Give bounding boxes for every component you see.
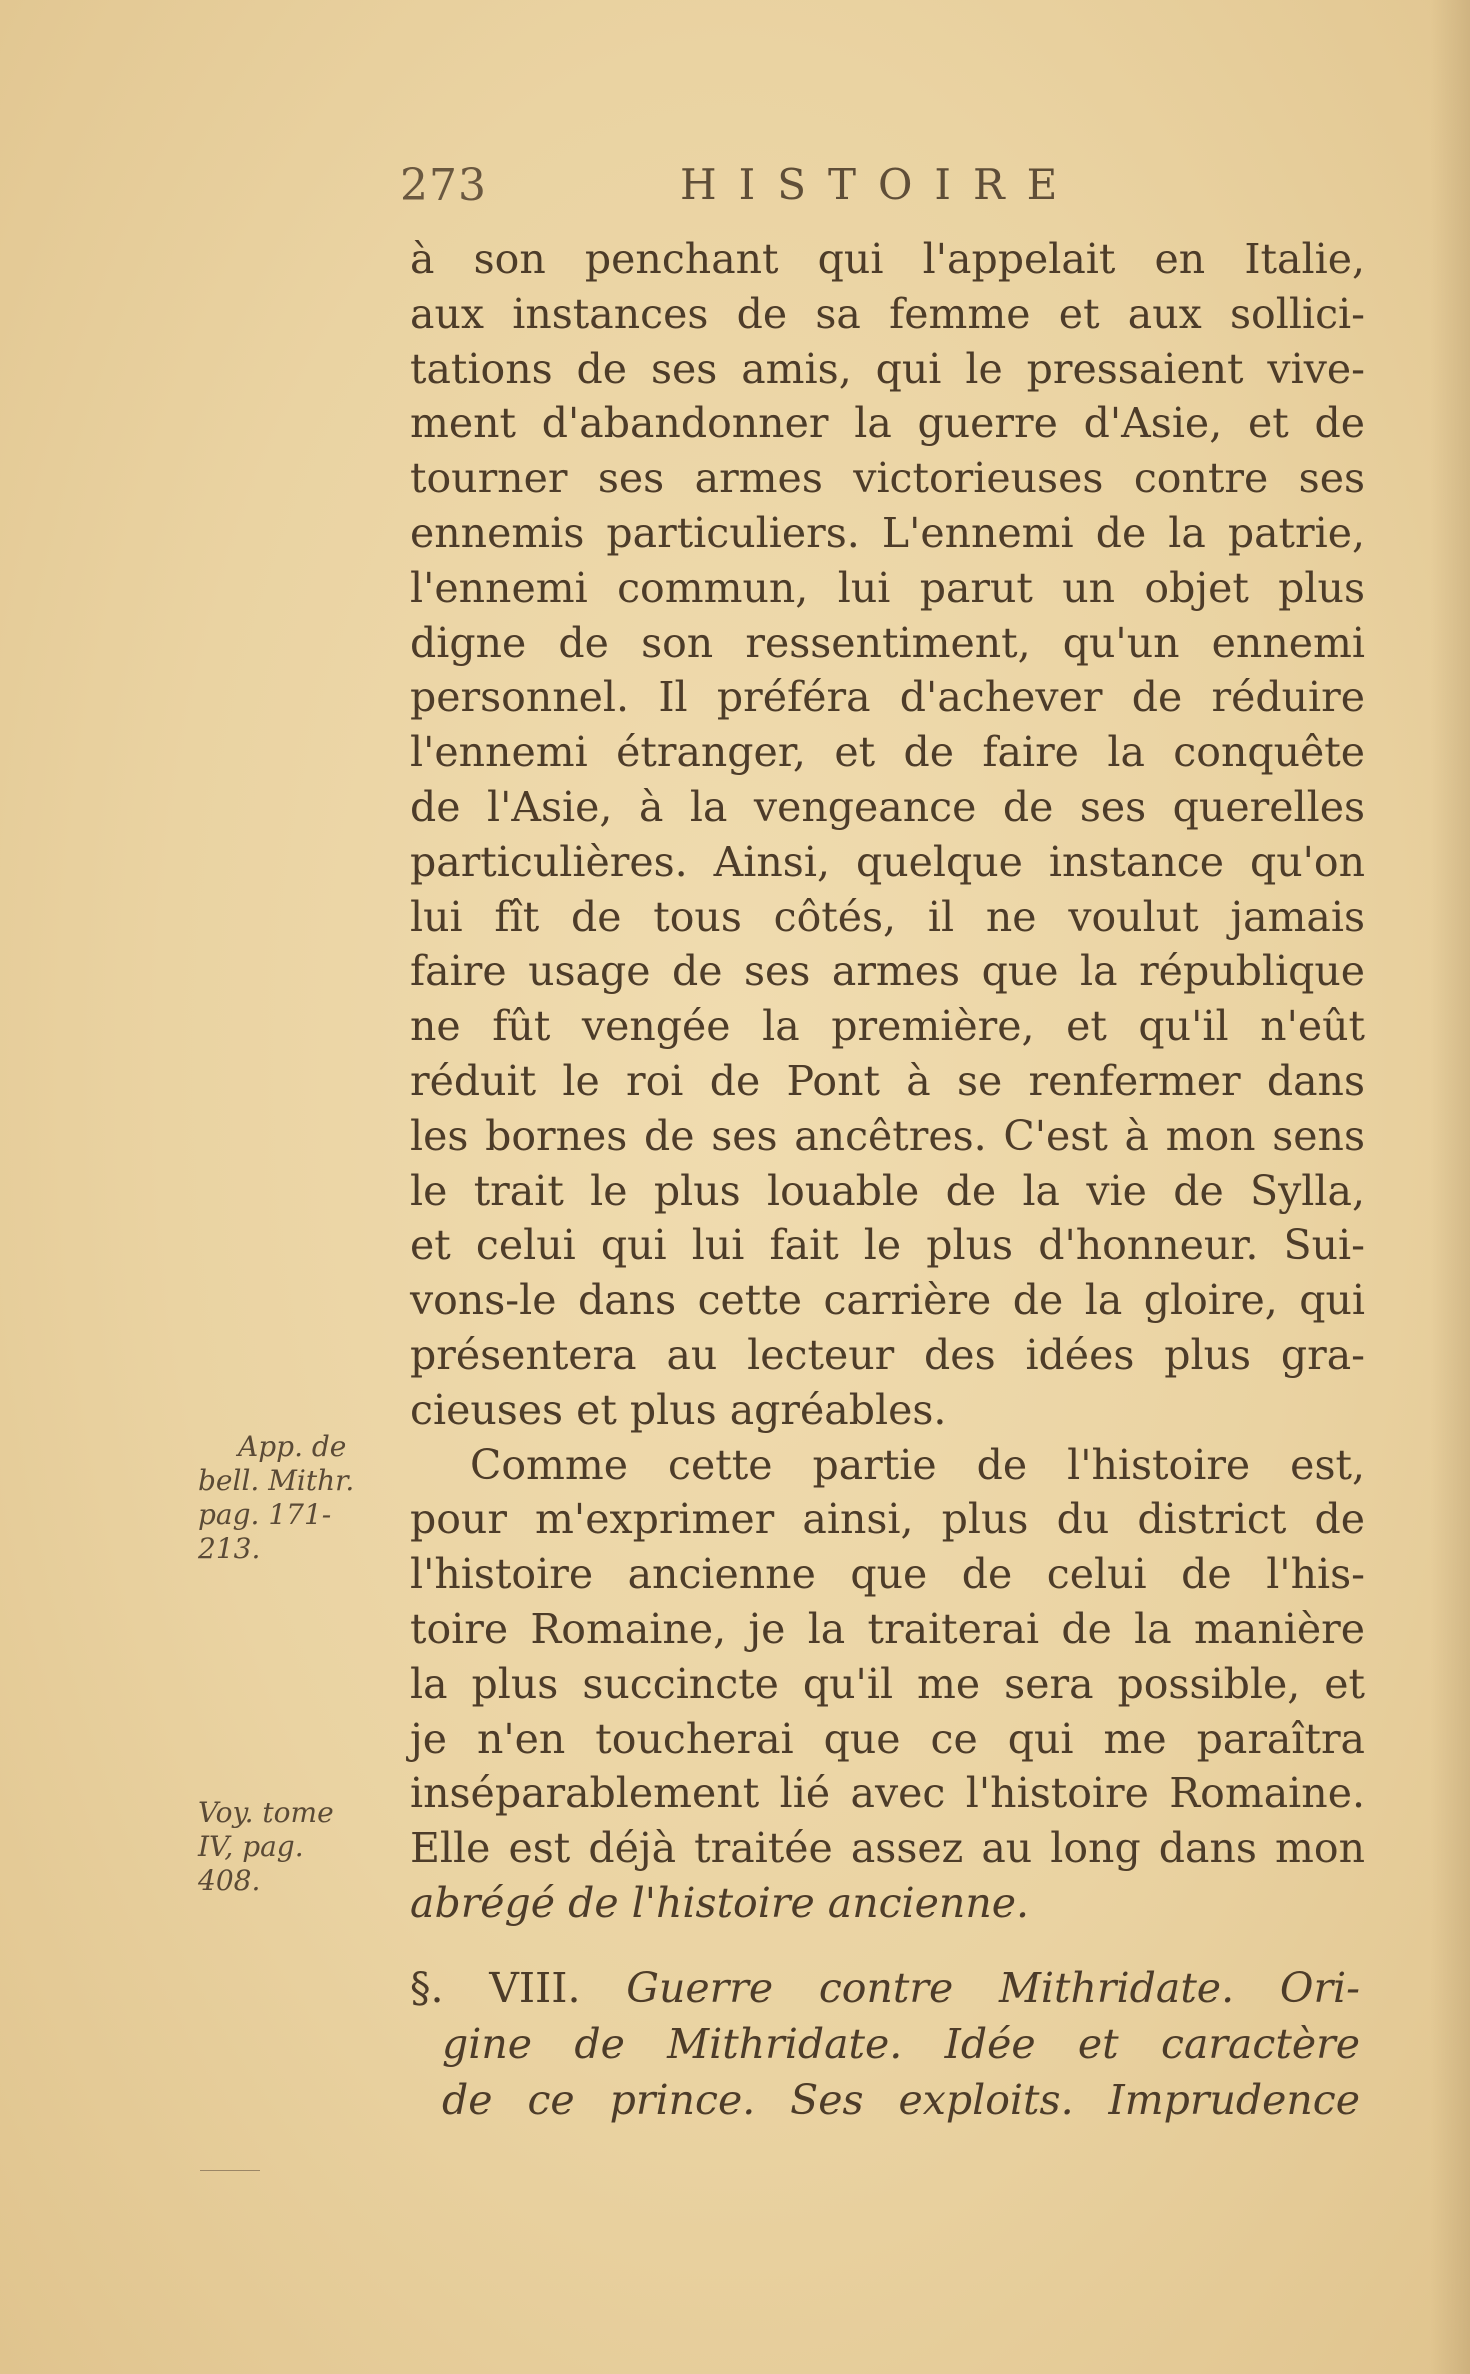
section-heading	[410, 1960, 1360, 2128]
section-title-part: de ce prince. Ses exploits. Imprudence	[442, 2076, 1360, 2124]
page-header	[400, 160, 1120, 220]
text-line: la plus succincte qu'il me sera possible, et	[410, 1659, 1365, 1708]
text-line: inséparablement lié avec l'histoire Romaine.	[410, 1769, 1365, 1818]
text-line: ne fût vengée la première, et qu'il n'eût	[410, 1002, 1365, 1051]
text-line: lui fît de tous côtés, il ne voulut jamais	[410, 892, 1365, 941]
section-title-part: gine de Mithridate. Idée et caractère	[442, 2020, 1360, 2068]
margin-note-voy	[198, 1796, 334, 1898]
text-line: tations de ses amis, qui le pressaient vive-	[410, 344, 1365, 393]
text-line: les bornes de ses ancêtres. C'est à mon sens	[410, 1111, 1365, 1160]
text-line: particulières. Ainsi, quelque instance qu'on	[410, 837, 1365, 886]
section-number: §. VIII.	[410, 1964, 581, 2012]
section-heading-line	[410, 1960, 1360, 2016]
text-line: ennemis particuliers. L'ennemi de la patrie,	[410, 508, 1365, 557]
text-line: cieuses et plus agréables.	[410, 1385, 947, 1434]
text-line: présentera au lecteur des idées plus gra-	[410, 1330, 1365, 1379]
margin-note-line: 213.	[198, 1532, 261, 1565]
margin-note-line: IV, pag.	[198, 1830, 304, 1863]
margin-rule	[200, 2170, 260, 2171]
text-line: vons-le dans cette carrière de la gloire, qui	[410, 1276, 1365, 1325]
text-line: tourner ses armes victorieuses contre ses	[410, 454, 1365, 503]
text-line: l'histoire ancienne que de celui de l'his-	[410, 1550, 1365, 1599]
margin-note-appian	[198, 1430, 354, 1566]
text-line: l'ennemi commun, lui parut un objet plus	[410, 563, 1365, 612]
text-line: le trait le plus louable de la vie de Sylla,	[410, 1166, 1365, 1215]
margin-note-line: bell. Mithr.	[198, 1464, 355, 1497]
section-title-part: Guerre contre Mithridate. Ori-	[626, 1964, 1361, 2012]
page-number: 273	[400, 160, 487, 211]
text-line: digne de son ressentiment, qu'un ennemi	[410, 618, 1365, 667]
text-line: abrégé de l'histoire ancienne.	[410, 1878, 1030, 1927]
text-line: ment d'abandonner la guerre d'Asie, et de	[410, 399, 1365, 448]
text-line: Elle est déjà traitée assez au long dans mon	[410, 1824, 1365, 1873]
text-line: à son penchant qui l'appelait en Italie,	[410, 235, 1365, 283]
text-line: Comme cette partie de l'histoire est,	[470, 1440, 1365, 1489]
text-line: aux instances de sa femme et aux sollici-	[410, 289, 1365, 338]
text-line: et celui qui lui fait le plus d'honneur. Sui-	[410, 1221, 1365, 1270]
running-title: HISTOIRE	[680, 160, 1080, 209]
text-line: réduit le roi de Pont à se renfermer dans	[410, 1056, 1365, 1105]
margin-note-line: 408.	[198, 1864, 261, 1897]
margin-note-line: Voy. tome	[198, 1796, 334, 1829]
text-line: pour m'exprimer ainsi, plus du district de	[410, 1495, 1365, 1544]
text-line: de l'Asie, à la vengeance de ses querelles	[410, 782, 1365, 831]
text-line: faire usage de ses armes que la république	[410, 947, 1365, 996]
body-text	[410, 232, 1365, 1931]
text-line: toire Romaine, je la traiterai de la manière	[410, 1604, 1365, 1653]
margin-note-line: pag. 171-	[198, 1498, 332, 1531]
margin-note-line: App. de	[238, 1430, 347, 1463]
text-line: personnel. Il préféra d'achever de réduire	[410, 673, 1365, 722]
text-line: l'ennemi étranger, et de faire la conquête	[410, 728, 1365, 777]
text-line: je n'en toucherai que ce qui me paraîtra	[410, 1714, 1365, 1763]
